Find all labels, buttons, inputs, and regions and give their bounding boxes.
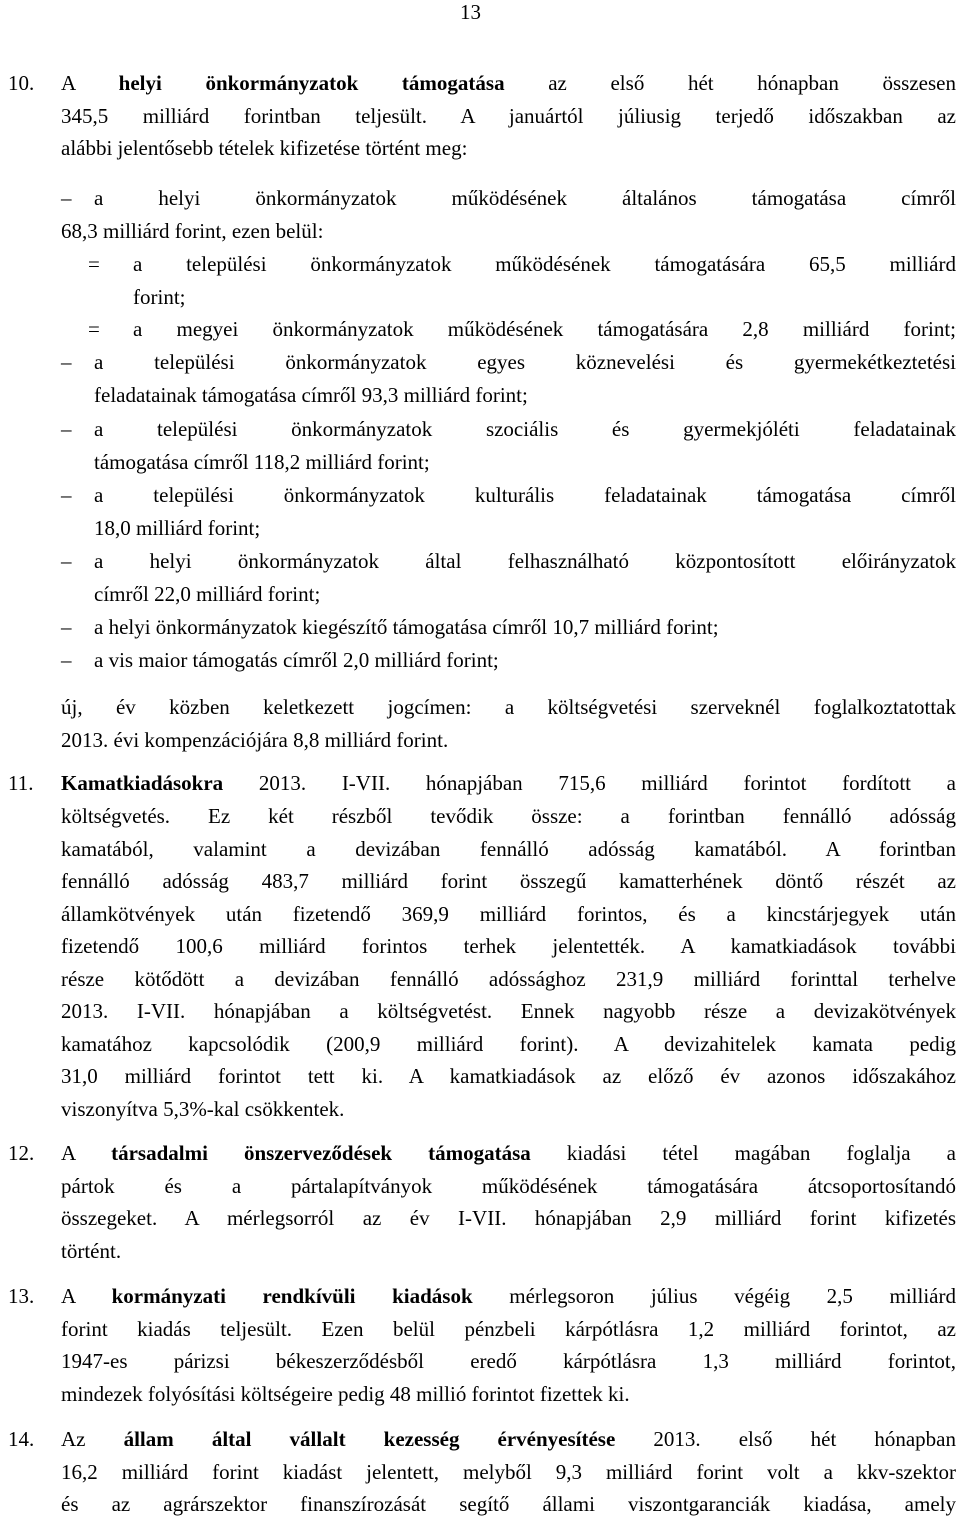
paragraph-line: 2013. I-VII. hónapjában a költségvetést. Ennek nagyobb része a devizakötvények (61, 999, 956, 1023)
section-number: 13. (8, 1284, 35, 1308)
subitem-line: forint; (133, 285, 186, 309)
paragraph-line: költségvetés. Ez két részből tevődik össze: a forintban fennálló adósság (61, 804, 956, 828)
paragraph-line: államkötvények után fizetendő 369,9 milliárd forintos, és a kincstárjegyek után (61, 902, 956, 926)
paragraph-line: mindezek folyósítási költségeire pedig 48 millió forintot fizettek ki. (61, 1382, 630, 1406)
dash-bullet (61, 182, 72, 215)
list-item-line: a vis maior támogatás címről 2,0 milliárd forint; (94, 648, 499, 672)
paragraph-line: A kormányzati rendkívüli kiadások mérlegsoron július végéig 2,5 milliárd (61, 1284, 956, 1308)
bold-term: Kamatkiadásokra (61, 771, 224, 795)
paragraph-line: fennálló adósság 483,7 milliárd forint összegű kamatterhének döntő részét az (61, 869, 956, 893)
equals-bullet: = (88, 252, 100, 276)
list-item-line: a települési önkormányzatok kulturális feladatainak támogatása címről (94, 483, 956, 507)
paragraph-line: viszonyítva 5,3%-kal csökkentek. (61, 1097, 345, 1121)
paragraph-line: 345,5 milliárd forintban teljesült. A januártól júliusig terjedő időszakban az (61, 104, 956, 128)
paragraph-line: forint kiadás teljesült. Ezen belül pénzbeli kárpótlásra 1,2 milliárd forintot, az (61, 1317, 956, 1341)
bold-term: kormányzati rendkívüli kiadások (111, 1284, 473, 1308)
list-item-line: 18,0 milliárd forint; (94, 516, 261, 540)
section-number: 11. (8, 771, 34, 795)
list-item-line: a helyi önkormányzatok működésének általános támogatása címről (94, 186, 956, 210)
paragraph-line: fizetendő 100,6 milliárd forintos terhek jelentették. A kamatkiadások további (61, 934, 956, 958)
bold-term: társadalmi önszerveződések támogatása (111, 1141, 531, 1165)
dash-bullet (61, 611, 72, 644)
paragraph-line: új, év közben keletkezett jogcímen: a költségvetési szerveknél foglalkoztatottak (61, 695, 956, 719)
subitem-line: a települési önkormányzatok működésének támogatására 65,5 milliárd (133, 252, 956, 276)
list-item-line: feladatainak támogatása címről 93,3 milliárd forint; (94, 383, 528, 407)
dash-bullet (61, 346, 72, 379)
paragraph-line: A társadalmi önszerveződések támogatása kiadási tétel magában foglalja a (61, 1141, 956, 1165)
list-item-line: támogatása címről 118,2 milliárd forint; (94, 450, 430, 474)
list-item-line: a helyi önkormányzatok kiegészítő támogatása címről 10,7 milliárd forint; (94, 615, 719, 639)
paragraph-line: A helyi önkormányzatok támogatása az első hét hónapban összesen (61, 71, 956, 95)
page-number: 13 (460, 0, 481, 24)
section-number: 10. (8, 71, 35, 95)
paragraph-line: alábbi jelentősebb tételek kifizetése történt meg: (61, 136, 468, 160)
paragraph-line: kamatából, valamint a devizában fennálló adósság kamatából. A forintban (61, 837, 956, 861)
bold-term: állam által vállalt kezesség érvényesítése (123, 1427, 616, 1451)
list-item-line: 68,3 milliárd forint, ezen belül: (61, 219, 324, 243)
dash-bullet (61, 545, 72, 578)
paragraph-line: kamatához kapcsolódik (200,9 milliárd forint). A devizahitelek kamata pedig (61, 1032, 956, 1056)
paragraph-line: 1947-es párizsi békeszerződésből eredő kárpótlásra 1,3 milliárd forintot, (61, 1349, 956, 1373)
list-item-line: a helyi önkormányzatok által felhasználható központosított előirányzatok (94, 549, 956, 573)
section-number: 12. (8, 1141, 35, 1165)
subitem-line: a megyei önkormányzatok működésének támogatására 2,8 milliárd forint; (133, 317, 956, 341)
paragraph-line: és az agrárszektor finanszírozását segítő állami viszontgaranciák kiadása, amely (61, 1492, 956, 1516)
paragraph-line: 2013. évi kompenzációjára 8,8 milliárd forint. (61, 728, 449, 752)
section-number: 14. (8, 1427, 35, 1451)
paragraph-line: történt. (61, 1239, 122, 1263)
paragraph-line: Kamatkiadásokra 2013. I-VII. hónapjában 715,6 milliárd forintot fordított a (61, 771, 956, 795)
paragraph-line: pártok és a pártalapítványok működésének támogatására átcsoportosítandó (61, 1174, 956, 1198)
dash-bullet (61, 479, 72, 512)
list-item-line: címről 22,0 milliárd forint; (94, 582, 321, 606)
list-item-line: a települési önkormányzatok szociális és gyermekjóléti feladatainak (94, 417, 956, 441)
paragraph-line: része kötődött a devizában fennálló adóssághoz 231,9 milliárd forinttal terhelve (61, 967, 956, 991)
equals-bullet: = (88, 317, 100, 341)
dash-bullet (61, 644, 72, 677)
paragraph-line: összegeket. A mérlegsorról az év I-VII. hónapjában 2,9 milliárd forint kifizetés (61, 1206, 956, 1230)
dash-bullet (61, 413, 72, 446)
list-item-line: a települési önkormányzatok egyes köznevelési és gyermekétkeztetési (94, 350, 956, 374)
paragraph-line: 16,2 milliárd forint kiadást jelentett, melyből 9,3 milliárd forint volt a kkv-szektor (61, 1460, 956, 1484)
paragraph-line: 31,0 milliárd forintot tett ki. A kamatkiadások az előző év azonos időszakához (61, 1064, 956, 1088)
bold-term: helyi önkormányzatok támogatása (118, 71, 505, 95)
paragraph-line: Az állam által vállalt kezesség érvényesítése 2013. első hét hónapban (61, 1427, 957, 1451)
